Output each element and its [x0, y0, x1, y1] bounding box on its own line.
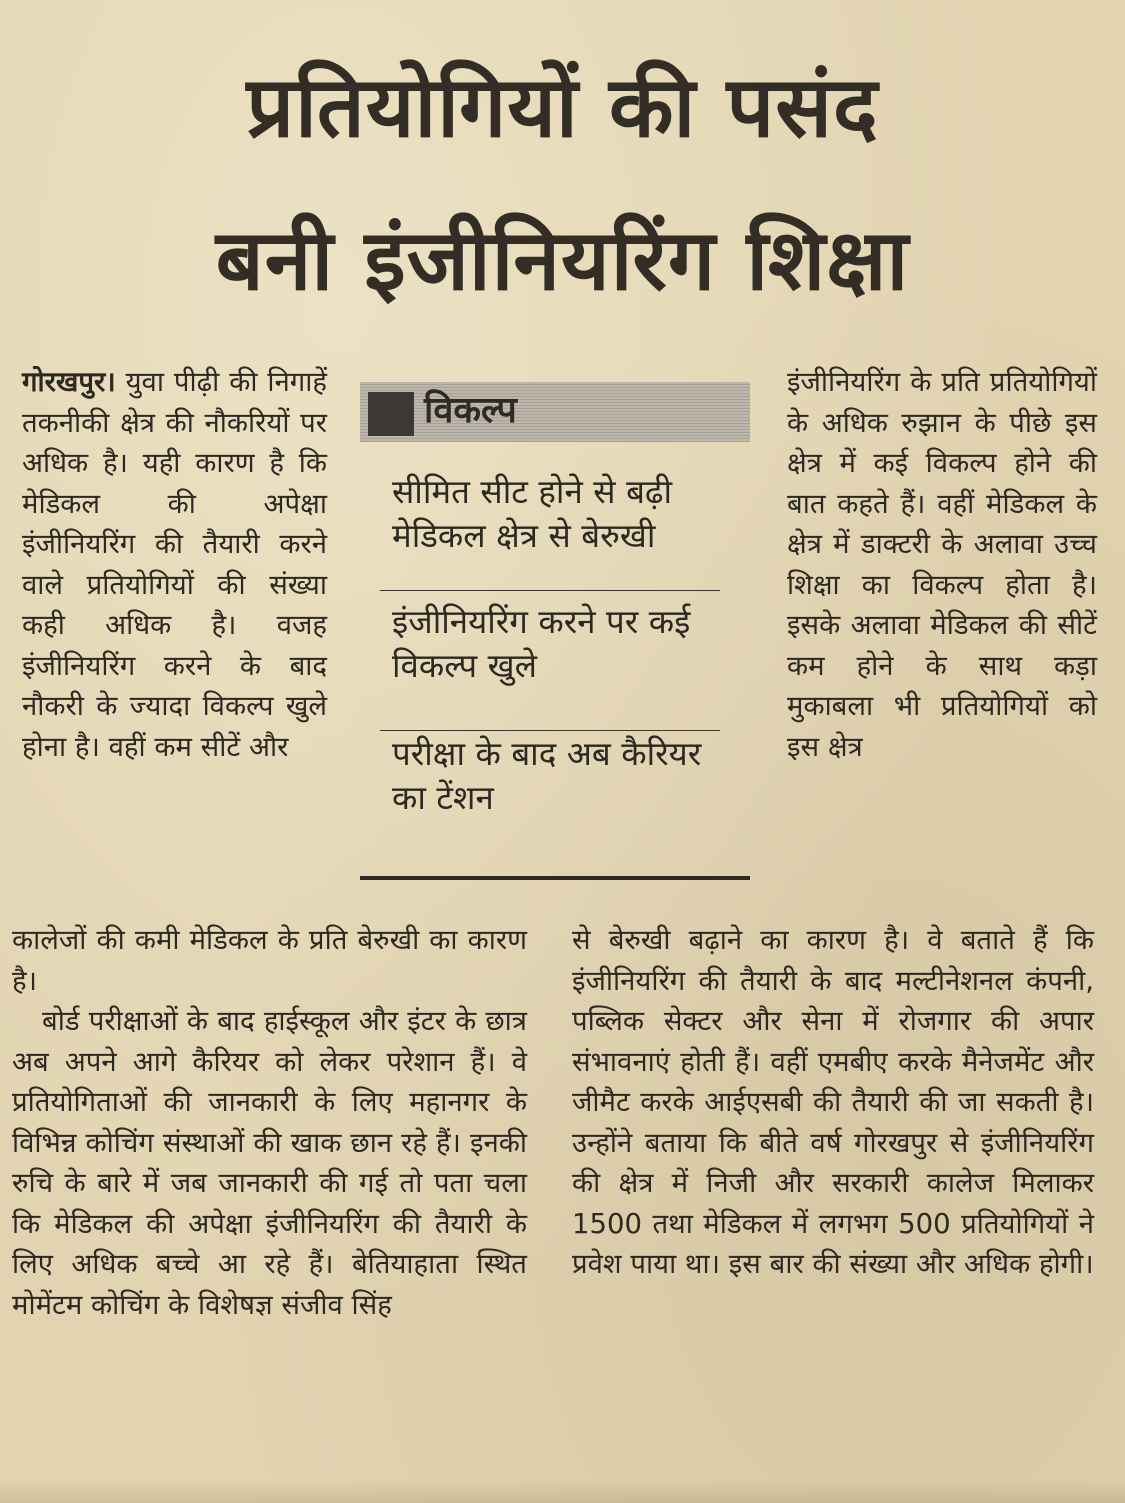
header-marker-block — [368, 392, 414, 436]
bottom-left-paragraph-1: कालेजों की कमी मेडिकल के प्रति बेरुखी का कारण है। — [12, 924, 527, 997]
option-item-1: सीमित सीट होने से बढ़ी मेडिकल क्षेत्र से बेरुखी — [392, 472, 673, 555]
headline-line-2: बनी इंजीनियरिंग शिक्षा — [215, 211, 910, 309]
dateline: गोरखपुर। — [22, 366, 116, 398]
article-column-right — [787, 362, 1097, 767]
option-divider — [380, 590, 720, 591]
options-box-header — [360, 382, 750, 442]
article-column-bottom-right — [572, 920, 1094, 1285]
bottom-right-paragraph: से बेरुखी बढ़ाने का कारण है। वे बताते हैं कि इंजीनियरिंग की तैयारी के बाद मल्टीनेशनल कंपनी, पब्लिक सेक्टर और सेना में रोजगार की अपार संभावनाएं होती हैं। वहीं एमबीए करके मैनेजमेंट और जीमैट करके आईएसबी की तैयारी की जा सकती है। उन्होंने बताया कि बीते वर्ष गोरखपुर से इंजीनियरिंग की क्षेत्र में निजी और सरकारी कालेज मिलाकर 1500 तथा मेडिकल में लगभग 500 प्रतियोगियों ने प्रवेश पाया था। इस बार की संख्या और अधिक होगी। — [572, 924, 1094, 1280]
column-right-text: इंजीनियरिंग के प्रति प्रतियोगियों के अधिक रुझान के पीछे इस क्षेत्र में कई विकल्प होने की बात कहते हैं। वहीं मेडिकल के क्षेत्र में डाक्टरी के अलावा उच्च शिक्षा का विकल्प होता है। इसके अलावा मेडिकल की सीटें कम होने के साथ कड़ा मुकाबला भी प्रतियोगियों को इस क्षेत्र — [787, 366, 1097, 763]
article-column-bottom-left — [12, 920, 527, 1325]
box-bottom-rule — [360, 876, 750, 880]
bottom-left-paragraph-2: बोर्ड परीक्षाओं के बाद हाईस्कूल और इंटर के छात्र अब अपने आगे कैरियर को लेकर परेशान हैं। वे प्रतियोगिताओं की जानकारी के लिए महानगर के विभिन्न कोचिंग संस्थाओं की खाक छान रहे हैं। इनकी रुचि के बारे में जब जानकारी की गई तो पता चला कि मेडिकल की अपेक्षा इंजीनियरिंग की तैयारी के लिए अधिक बच्चे आ रहे हैं। बेतियाहाता स्थित मोमेंटम कोचिंग के विशेषज्ञ संजीव सिंह — [12, 1005, 527, 1321]
option-item-2: इंजीनियरिंग करने पर कई विकल्प खुले — [392, 602, 691, 685]
option-item-3: परीक्षा के बाद अब कैरियर का टेंशन — [392, 734, 702, 817]
article-column-left — [22, 362, 327, 767]
options-box-label: विकल्प — [424, 390, 517, 431]
headline-line-1: प्रतियोगियों की पसंद — [246, 58, 879, 156]
page-edge-shadow — [0, 1480, 1125, 1503]
options-sidebar-box — [360, 382, 750, 880]
column-left-text: युवा पीढ़ी की निगाहें तकनीकी क्षेत्र की नौकरियों पर अधिक है। यही कारण है कि मेडिकल की अपेक्षा इंजीनियरिंग की तैयारी करने वाले प्रतियोगियों की संख्या कही अधिक है। वजह इंजीनियरिंग करने के बाद नौकरी के ज्यादा विकल्प खुले होना है। वहीं कम सीटें और — [22, 366, 327, 763]
option-divider — [380, 730, 720, 731]
